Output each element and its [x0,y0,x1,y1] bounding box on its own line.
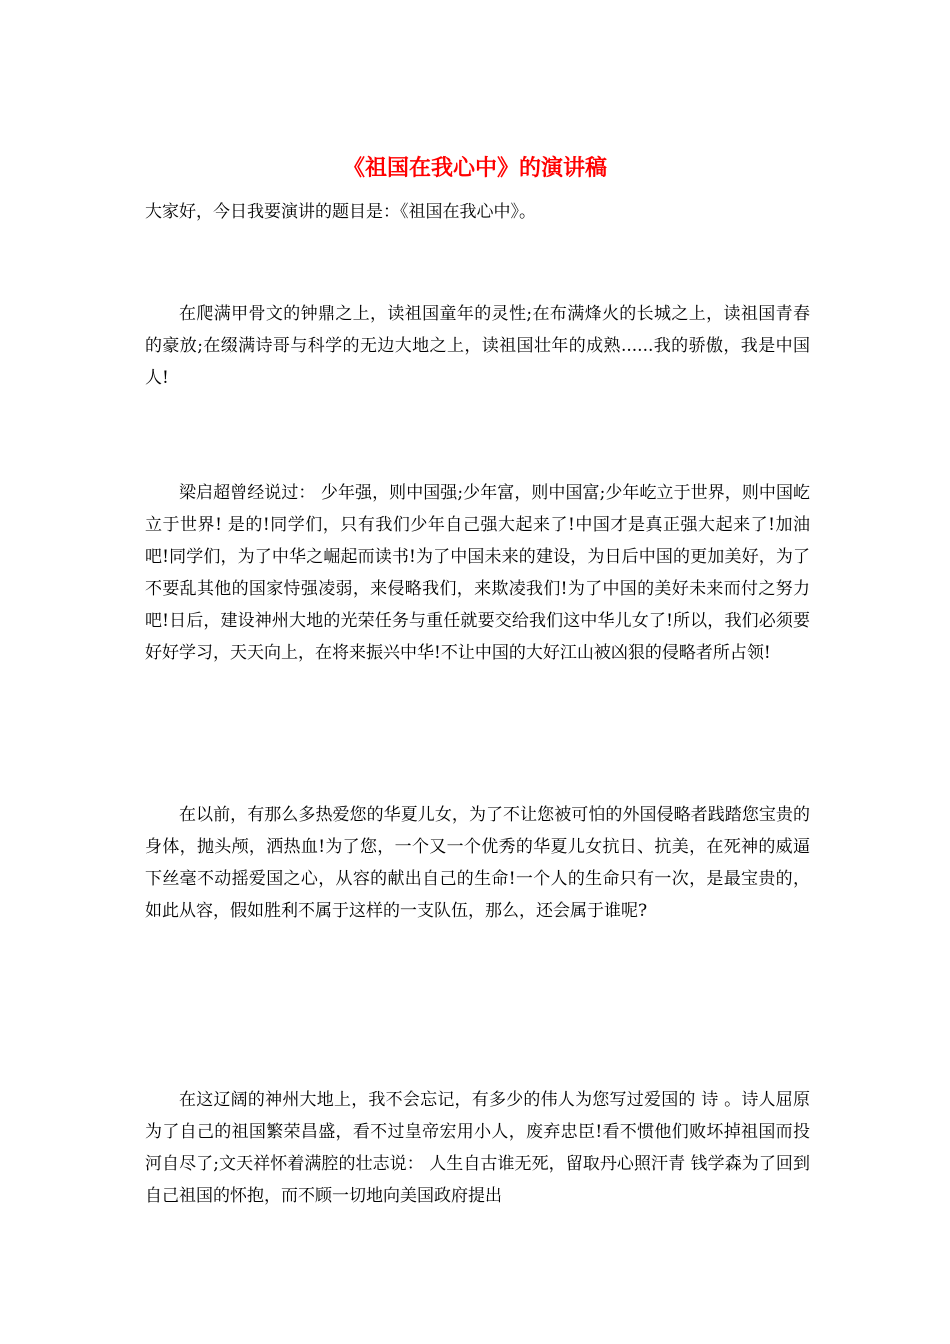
greeting-line: 大家好，今日我要演讲的题目是：《祖国在我心中》。 [145,202,536,222]
paragraph-2: 梁启超曾经说过： 少年强，则中国强;少年富，则中国富;少年屹立于世界，则中国屹立于世界! 是的!同学们，只有我们少年自己强大起来了!中国才是真正强大起来了!加油吧!同学们，为了中华之崛起而读书!为了中国未来的建设，为日后中国的更加美好，为了不要乱其他的国家恃强凌弱，来侵略我们，来欺凌我们!为了中国的美好未来而付之努力吧!日后，建设神州大地的光荣任务与重任就要交给我们这中华儿女了!所以，我们必须要好好学习，天天向上，在将来振兴中华!不让中国的大好江山被凶狠的侵略者所占领! [145,483,810,663]
paragraph-1: 在爬满甲骨文的钟鼎之上，读祖国童年的灵性;在布满烽火的长城之上，读祖国青春的豪放;在缀满诗哥与科学的无边大地之上，读祖国壮年的成熟......我的骄傲，我是中国人! [145,304,810,388]
paragraph-3: 在以前，有那么多热爱您的华夏儿女，为了不让您被可怕的外国侵略者践踏您宝贵的身体，抛头颅，洒热血!为了您，一个又一个优秀的华夏儿女抗日、抗美，在死神的威逼下丝毫不动摇爱国之心，从容的献出自己的生命!一个人的生命只有一次，是最宝贵的，如此从容，假如胜利不属于这样的一支队伍，那么，还会属于谁呢? [145,805,810,921]
paragraph-4: 在这辽阔的神州大地上，我不会忘记，有多少的伟人为您写过爱国的 诗 。诗人屈原为了自己的祖国繁荣昌盛，看不过皇帝宏用小人，废弃忠臣!看不惯他们败坏掉祖国而投河自尽了;文天祥怀着满腔的壮志说： 人生自古谁无死，留取丹心照汗青 钱学森为了回到自己祖国的怀抱，而不顾一切地向美国政府提出 [145,1090,810,1206]
document-title: 《祖国在我心中》的演讲稿 [342,155,607,181]
